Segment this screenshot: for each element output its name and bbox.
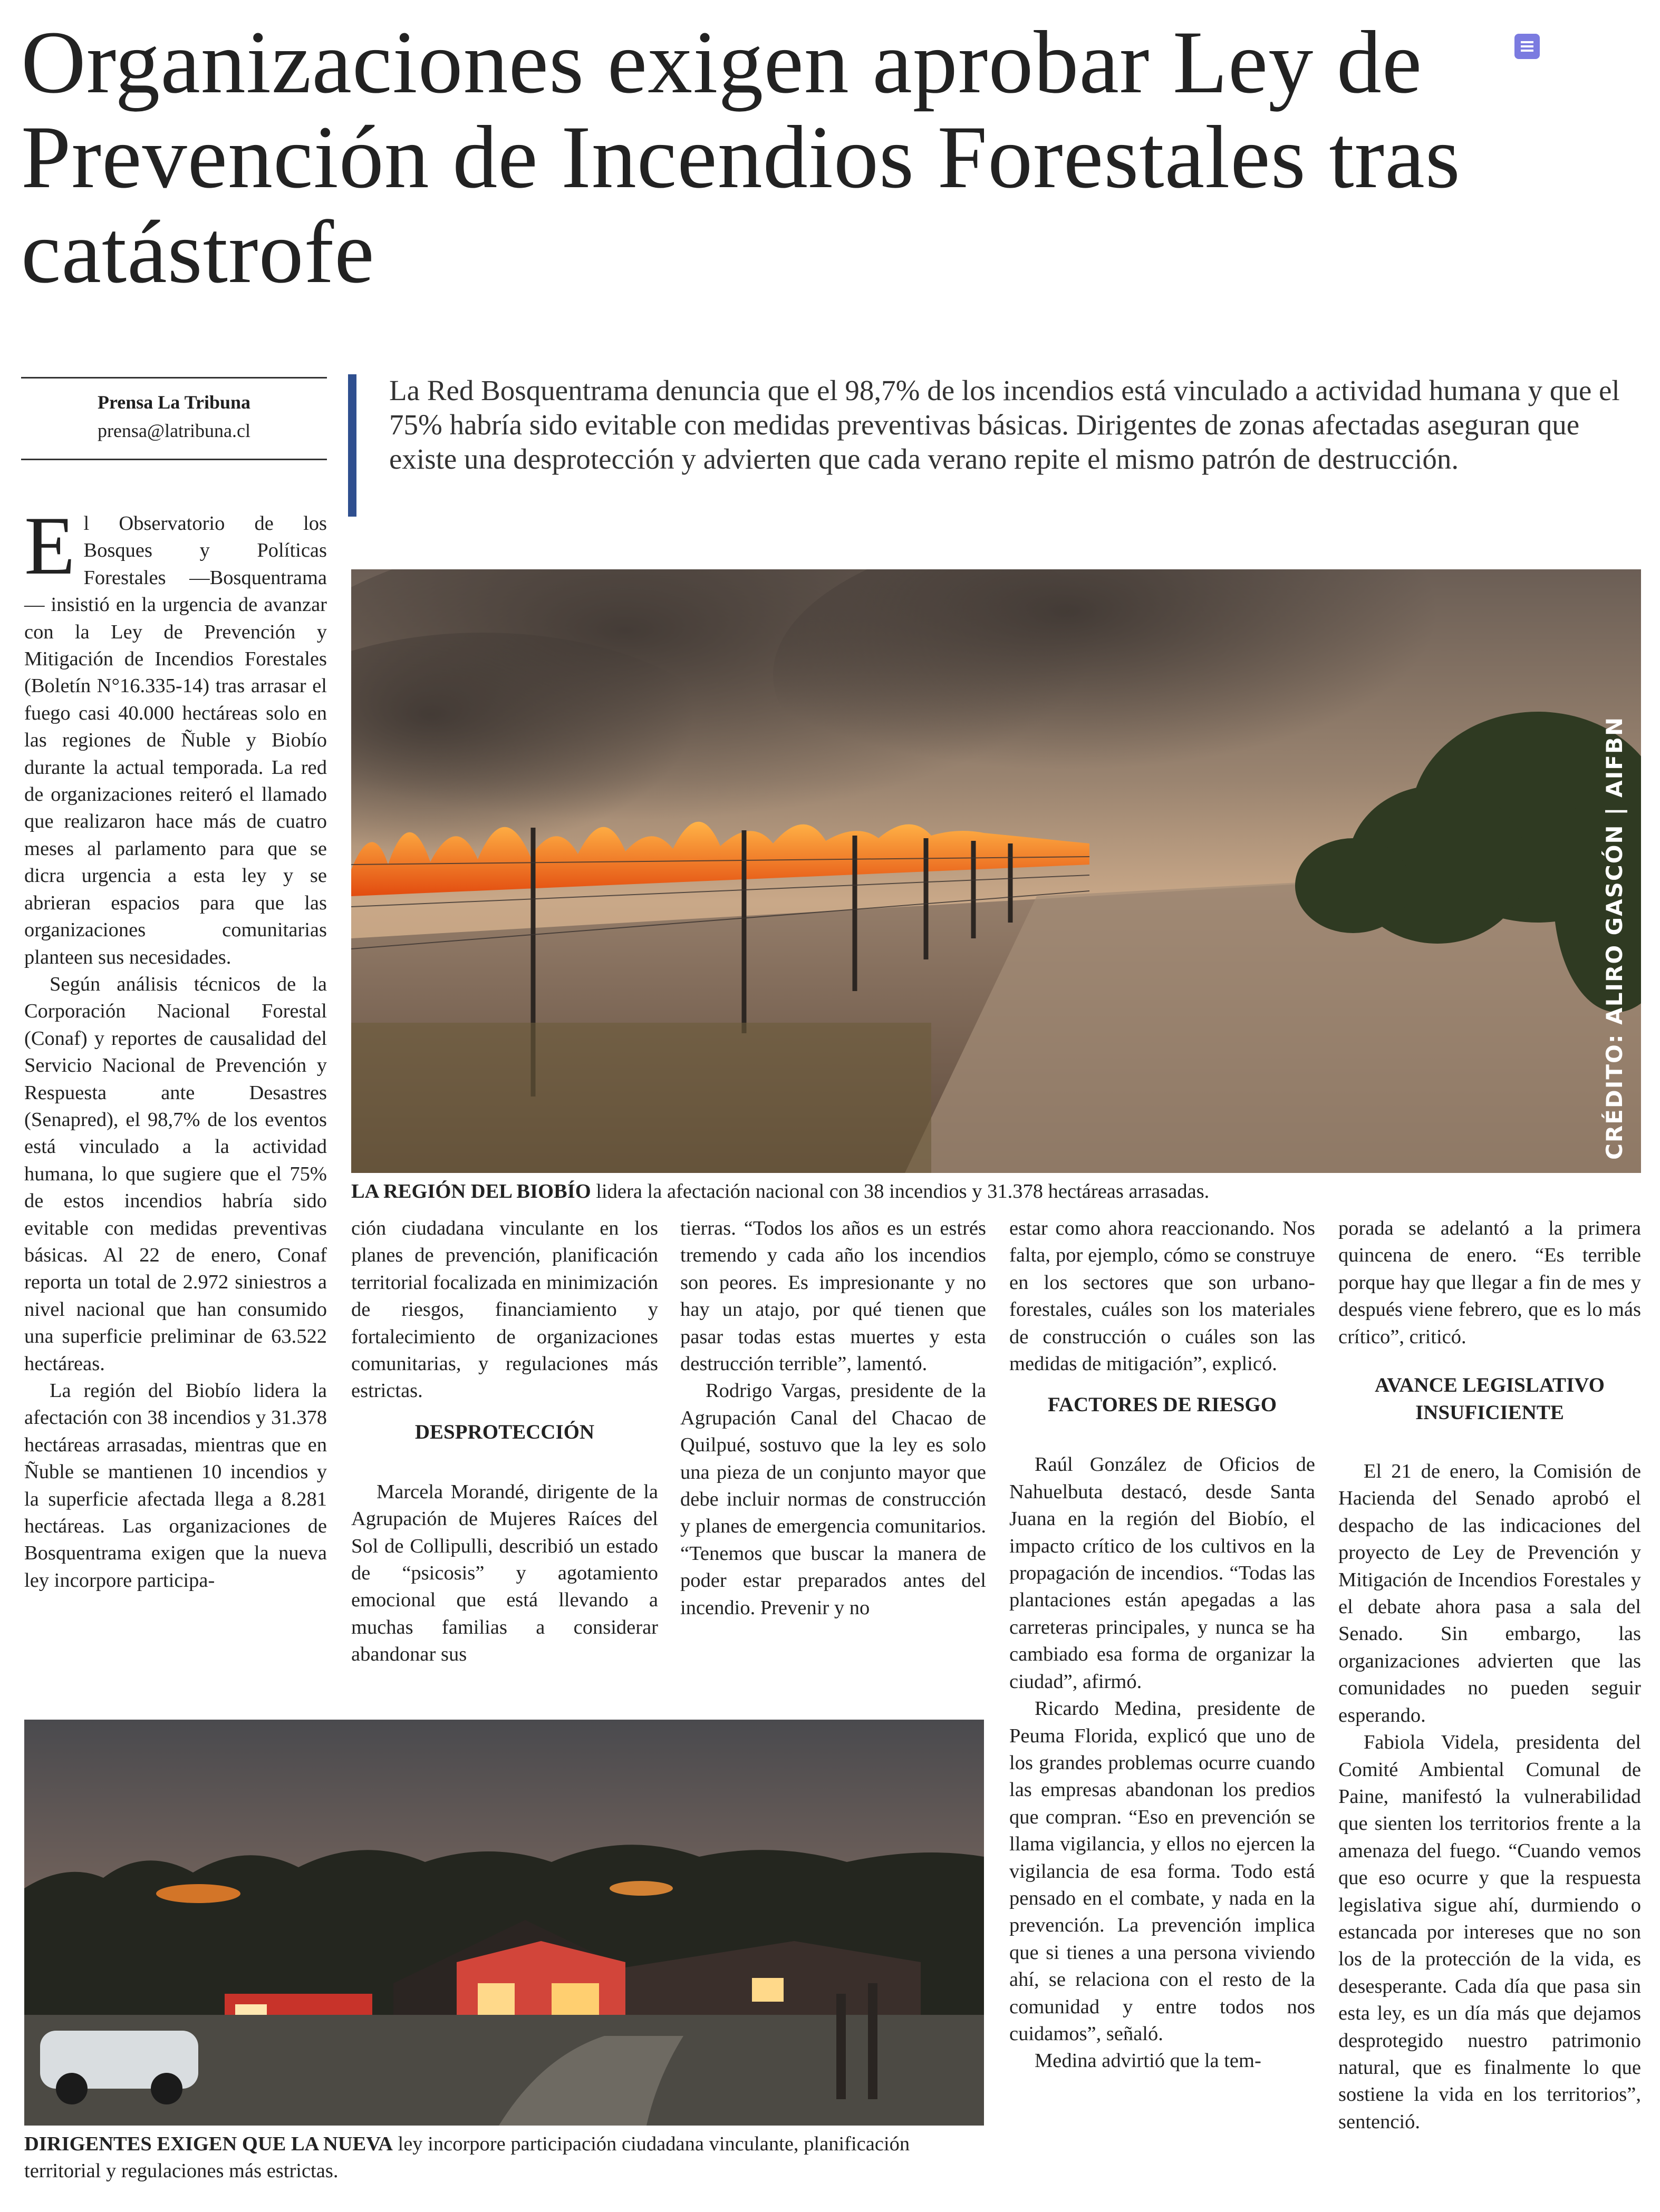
column-1 bbox=[24, 500, 327, 1594]
paragraph: Rodrigo Vargas, presidente de la Agrupación Canal del Chacao de Quilpué, sostuvo que la ley es solo una pieza de un conjunto mayor que debe incluir normas de construcción y planes de emergencia comunitarios. “Tenemos que buscar la manera de poder estar preparados antes del incendio. Prevenir y no bbox=[680, 1380, 986, 1619]
section-heading-desproteccion: DESPROTECCIÓN bbox=[414, 1420, 595, 1443]
paragraph: ción ciudadana vinculante en los planes de prevención, planificación territorial focalizada en minimización de riesgos, financiamiento y fortalecimiento de organizaciones comunitarias, y regulaciones más estrictas. bbox=[351, 1217, 658, 1402]
paragraph: Marcela Morandé, dirigente de la Agrupación de Mujeres Raíces del Sol de Collipulli, describió un estado de “psicosis” y agotamiento emocional que está llevando a muchas familias a considerar abandonar sus bbox=[351, 1480, 658, 1666]
houses-fire-image bbox=[24, 1720, 984, 2126]
photo-houses-fire bbox=[24, 1720, 984, 2126]
section-heading-avance: AVANCE LEGISLATIVO INSUFICIENTE bbox=[1375, 1374, 1605, 1424]
photo2-caption-text: ley incorpore participación ciudadana vinculante, planificación territorial y regulaciones más estrictas. bbox=[24, 2133, 910, 2182]
paragraph: Según análisis técnicos de la Corporación Nacional Forestal (Conaf) y reportes de causalidad del Servicio Nacional de Prevención y Respuesta ante Desastres (Senapred), el 98,7% de los eventos está vinculado a la actividad humana, lo que sugiere que el 75% de estos incendios habría sido evitable con medidas preventivas básicas. Al 22 de enero, Conaf reporta un total de 2.972 siniestros a nivel nacional que han consumido una superficie preliminar de 63.522 hectáreas. bbox=[24, 973, 327, 1375]
byline-rule-top bbox=[21, 377, 327, 379]
paragraph: l Observatorio de los Bosques y Políticas Forestales —Bosquentrama— insistió en la urgencia de avanzar con la Ley de Prevención y Mitigación de Incendios Forestales (Boletín N°16.335-14) tras arrasar el fuego casi 40.000 hectáreas solo en las regiones de Ñuble y Biobío durante la actual temporada. La red de organizaciones reiteró el llamado que realizaron hace más de cuatro meses al parlamento para que se dicra urgencia a esta ley y se abrieran espacios para que las organizaciones comunitarias planteen sus necesidades. bbox=[24, 512, 327, 968]
paragraph: La región del Biobío lidera la afectación con 38 incendios y 31.378 hectáreas arrasadas, mientras que en Ñuble se mantienen 10 incendios y la superficie afectada llega a 8.281 hectáreas. Las organizaciones de Bosquentrama exigen que la nueva ley incorpore participa- bbox=[24, 1380, 327, 1592]
section-heading-factores: FACTORES DE RIESGO bbox=[1047, 1393, 1277, 1417]
paragraph: tierras. “Todos los años es un estrés tremendo y cada año los incendios son peores. Es impresionante y no hay un atajo, por qué tienen que pasar todas estas muertes y esta destrucción terrible”, lamentó. bbox=[680, 1217, 986, 1375]
paragraph: Raúl González de Oficios de Nahuelbuta destacó, desde Santa Juana en la región del Biobío, el impacto crítico de los cultivos en la propagación de incendios. “Todas las plantaciones están apegadas a las carreteras principales, y nunca se ha cambiado esa forma de organizar la ciudad”, afirmó. bbox=[1009, 1453, 1315, 1693]
column-4 bbox=[1009, 1215, 1315, 2075]
paragraph: porada se adelantó a la primera quincena de enero. “Es terrible porque hay que llegar a fin de mes y después viene febrero, que es lo más crítico”, criticó. bbox=[1338, 1217, 1641, 1348]
paragraph: Fabiola Videla, presidenta del Comité Ambiental Comunal de Paine, manifestó la vulnerabilidad que sienten los territorios frente a la amenaza del fuego. “Cuando vemos que eso ocurre y que la respuesta legislativa sigue ahí, durmiendo o estancada por intereses que no son los de la protección de la vida, es desesperante. Cada día que pasa sin esta ley, es un día más que dejamos desprotegido nuestro patrimonio natural, que es finalmente lo que sostiene la vida en los territorios”, sentenció. bbox=[1338, 1731, 1641, 2133]
column-2 bbox=[351, 1215, 658, 1668]
headline: Organizaciones exigen aprobar Ley de Prevención de Incendios Forestales tras catástrofe bbox=[21, 13, 1461, 302]
photo-credit: CRÉDITO: ALIRO GASCÓN | AIFBN bbox=[1601, 716, 1627, 1160]
byline-name: Prensa La Tribuna bbox=[97, 392, 251, 413]
column-3 bbox=[680, 1215, 986, 1622]
note-icon[interactable] bbox=[1514, 34, 1540, 59]
paragraph: Ricardo Medina, presidente de Peuma Florida, explicó que uno de los grandes problemas ocurre cuando las empresas abandonan los predios que compran. “Eso en prevención se llama vigilancia, y ellos no ejercen la vigilancia de esa forma. Todo está pensado en el combate, y nada en la prevención. La prevención implica que si tienes a una persona viviendo ahí, se relaciona con el resto de la comunidad y entre todos nos cuidamos”, señaló. bbox=[1009, 1697, 1315, 2045]
photo1-caption-text: lidera la afectación nacional con 38 incendios y 31.378 hectáreas arrasadas. bbox=[591, 1180, 1210, 1202]
column-5 bbox=[1338, 1215, 1641, 2136]
photo1-caption-bold: LA REGIÓN DEL BIOBÍO bbox=[351, 1180, 591, 1202]
wildfire-field-image bbox=[351, 569, 1641, 1173]
drop-cap: E bbox=[24, 500, 75, 592]
photo1-caption bbox=[351, 1178, 1641, 1205]
lead-paragraph: La Red Bosquentrama denuncia que el 98,7% de los incendios está vinculado a actividad humana y que el 75% habría sido evitable con medidas preventivas básicas. Dirigentes de zonas afectadas aseguran que existe una desprotección y advierten que cada verano repite el mismo patrón de destrucción. bbox=[389, 374, 1620, 475]
photo-wildfire-field bbox=[351, 569, 1641, 1173]
byline-rule-bot bbox=[21, 459, 327, 460]
paragraph: estar como ahora reaccionando. Nos falta, por ejemplo, cómo se construye en los sectores que son urbano-forestales, cuáles son los materiales de construcción o cuáles son las medidas de mitigación”, explicó. bbox=[1009, 1217, 1315, 1375]
byline-email: prensa@latribuna.cl bbox=[97, 420, 251, 441]
paragraph: El 21 de enero, la Comisión de Hacienda del Senado aprobó el despacho de las indicaciones del proyecto de Ley de Prevención y Mitigación de Incendios Forestales y el debate ahora pasa a sala del Senado. Sin embargo, las organizaciones advierten que las comunidades no pueden seguir esperando. bbox=[1338, 1460, 1641, 1726]
photo2-caption-bold: DIRIGENTES EXIGEN QUE LA NUEVA bbox=[24, 2133, 393, 2155]
photo2-caption bbox=[24, 2131, 984, 2185]
lead-accent-bar bbox=[348, 374, 356, 517]
paragraph: Medina advirtió que la tem- bbox=[1035, 2050, 1261, 2072]
